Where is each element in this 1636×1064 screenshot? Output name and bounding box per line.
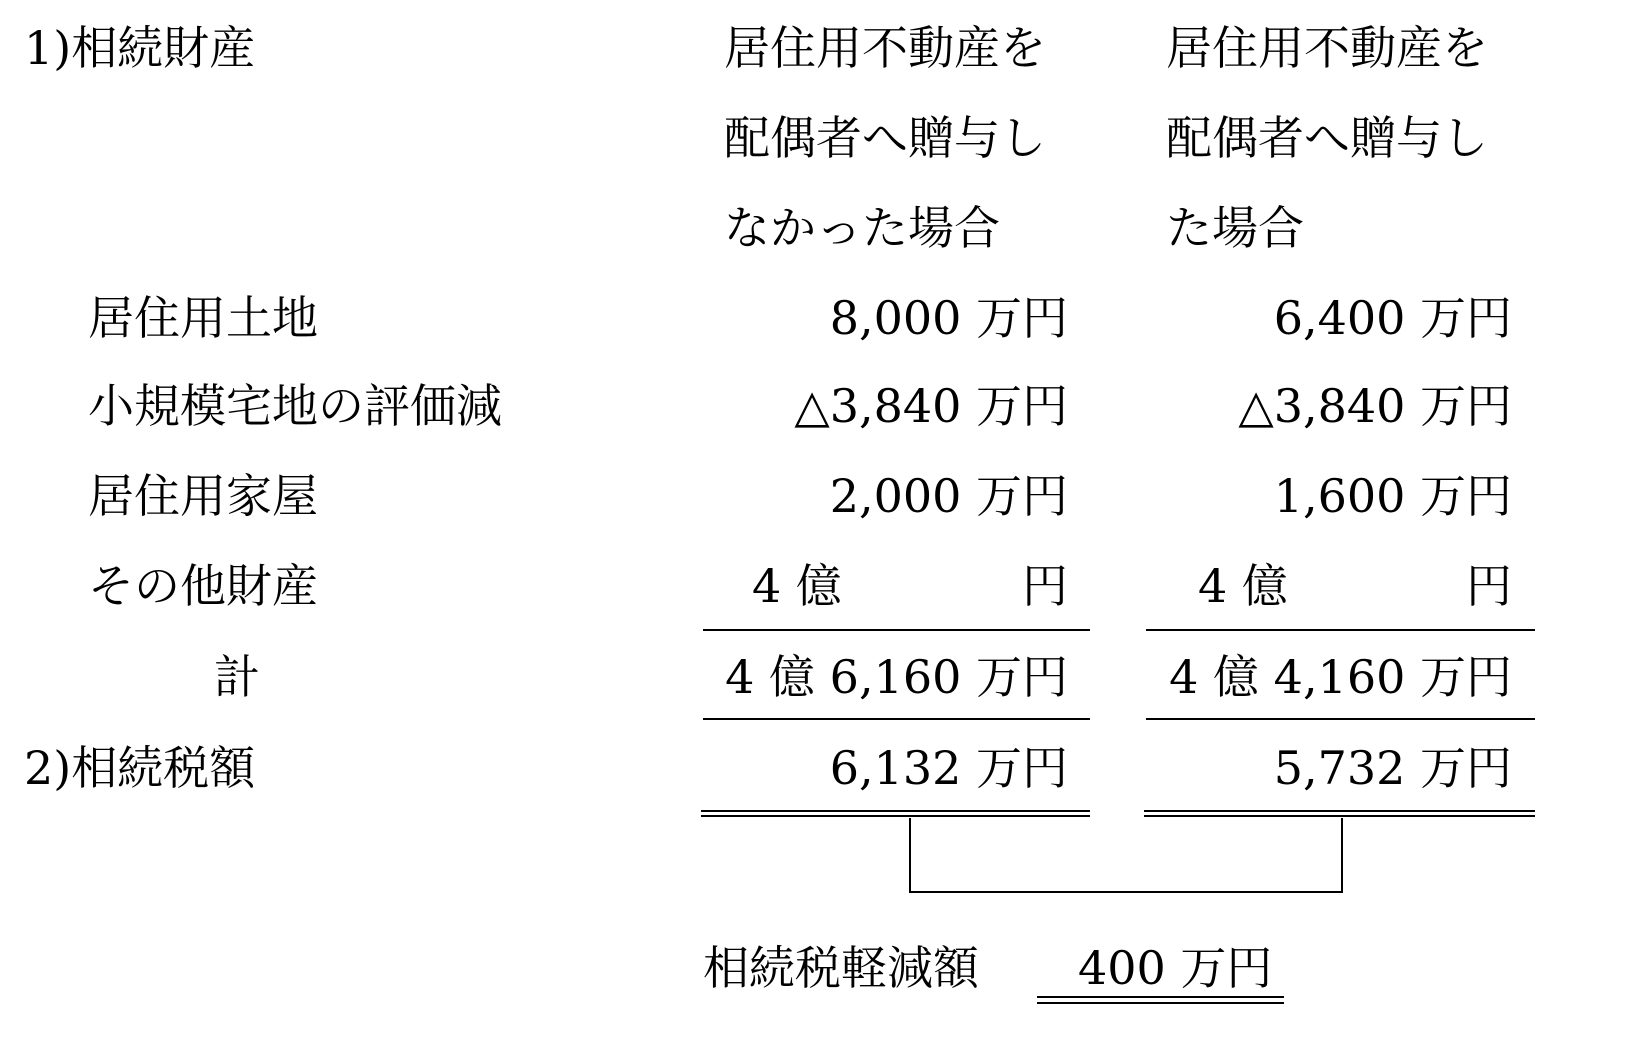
section1-title: 1)相続財産 (24, 21, 256, 75)
row-label-other-assets: その他財産 (88, 559, 318, 613)
total-value-a: 4 億 6,160 万円 (725, 650, 1068, 704)
reduction-value: 400 万円 (1078, 941, 1273, 995)
row-value-a-small-lot-reduction: △3,840 万円 (794, 379, 1068, 433)
row-value-b-residential-house: 1,600 万円 (1273, 469, 1512, 523)
row-value-a-residential-house: 2,000 万円 (829, 469, 1068, 523)
reduction-double-rule-upper (1037, 996, 1284, 998)
row-value-b-other-assets-unit: 円 (1466, 559, 1512, 613)
row-value-b-small-lot-reduction: △3,840 万円 (1238, 379, 1512, 433)
row-label-small-lot-reduction: 小規模宅地の評価減 (88, 379, 502, 433)
col-b-header-line3: た場合 (1166, 201, 1304, 255)
total-label: 計 (214, 650, 260, 704)
col-a-header-line1: 居住用不動産を (724, 21, 1046, 75)
reduction-label: 相続税軽減額 (703, 941, 979, 995)
total-value-b: 4 億 4,160 万円 (1169, 650, 1512, 704)
row-value-a-other-assets-amount: 4 億 (752, 559, 842, 613)
col-a-header-line2: 配偶者へ贈与し (724, 111, 1046, 165)
col-b-header-line1: 居住用不動産を (1166, 21, 1488, 75)
col-a-header-line3: なかった場合 (724, 201, 1000, 255)
row-label-residential-house: 居住用家屋 (88, 469, 318, 523)
row-value-a-residential-land: 8,000 万円 (829, 291, 1068, 345)
reduction-double-rule-lower (1037, 1002, 1284, 1004)
row-label-residential-land: 居住用土地 (88, 291, 318, 345)
section2-title: 2)相続税額 (24, 741, 256, 795)
col-b-header-line2: 配偶者へ贈与し (1166, 111, 1488, 165)
row-value-a-other-assets-unit: 円 (1022, 559, 1068, 613)
tax-value-a: 6,132 万円 (829, 741, 1068, 795)
row-value-b-residential-land: 6,400 万円 (1273, 291, 1512, 345)
row-value-b-other-assets-amount: 4 億 (1198, 559, 1288, 613)
tax-value-b: 5,732 万円 (1273, 741, 1512, 795)
